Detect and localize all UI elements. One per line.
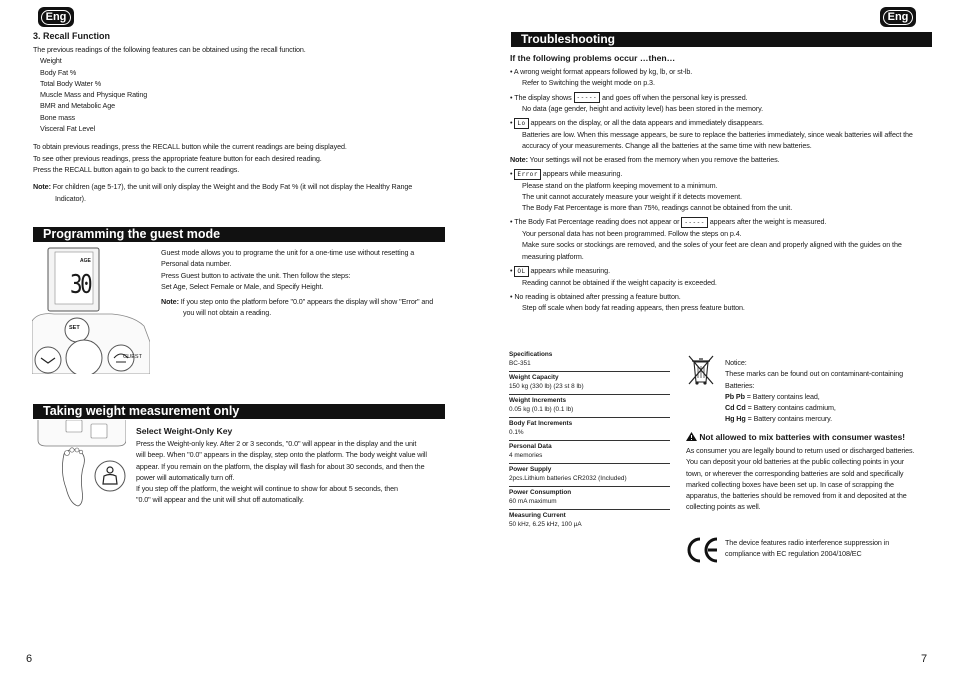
trouble-item: and goes off when the personal key is pressed. bbox=[602, 92, 748, 102]
note-text: If you step onto the platform before "0.0" appears the display will show "Error" and bbox=[180, 297, 434, 307]
trouble-item: No reading is obtained after pressing a feature button. bbox=[514, 291, 681, 301]
display-error-icon: Error bbox=[514, 169, 541, 180]
ce-mark-icon bbox=[686, 536, 720, 564]
battery-symbol: Hg Hg bbox=[725, 414, 746, 424]
notice-block bbox=[725, 357, 935, 425]
battery-disposal-text: As consumer you are legally bound to return used or discharged batteries. bbox=[686, 446, 915, 455]
weight-only-paragraph: power will automatically turn off. bbox=[136, 472, 235, 482]
battery-disposal-text: You can deposit your old batteries at the public collecting points in your bbox=[686, 457, 905, 467]
recall-section bbox=[33, 31, 453, 204]
list-item: Muscle Mass and Physique Rating bbox=[40, 90, 148, 100]
battery-disposal-text: apparatus, the batteries should be removed from it and deposited at the bbox=[686, 491, 907, 501]
troubleshooting-body: If the following problems occur …then… • A wrong weight format appears followed by kg, lb, or st-lb. Refer to Switching the weight mode on p.3. • The display shows ----- and goes off when the personal key is pressed. No data (age gender, height and activity level) has been stored in the memory. • Lo appears on the display, or all the data appears and immediately disappears. Batteries are low. When this message appears, be sure to replace the batteries immediately, since weak batteries will affect the accuracy of your measurements. Change all the batteries at the same time with new batteries. Note: Your settings will not be erased from the memory when you remove the batteries. • Error appears while measuring. Please stand on the platform keeping movement to a minimum. The unit cannot accurately measure your weight if it detects movement. The Body Fat Percentage is more than 75%, readings cannot be obtained from the unit. • The Body Fat Percentage reading does not appear or ----- appears after the weight is measured. Your personal data has not been programmed. Follow the steps on p.4. Make sure socks or stockings are removed, and the soles of your feet are clean and properly aligned with the guides on the measuring platform. • OL appears while measuring. Reading cannot be obtained if the weight capacity is exceeded. • No reading is obtained after pressing a feature button. Step off scale when body fat reading appears, then press feature button. bbox=[510, 53, 930, 313]
spec-value: BC-351 bbox=[509, 360, 531, 367]
note-label: Note: bbox=[510, 154, 528, 164]
trouble-item: appears on the display, or all the data appears and immediately disappears. bbox=[530, 118, 764, 128]
display-age-label: AGE bbox=[80, 258, 91, 264]
list-item: BMR and Metabolic Age bbox=[40, 101, 116, 111]
notice-title: Notice: bbox=[725, 358, 747, 367]
trouble-remedy: Reading cannot be obtained if the weight capacity is exceeded. bbox=[522, 277, 717, 287]
notice-text: = Battery contains mercury. bbox=[747, 414, 833, 424]
list-item: Weight bbox=[40, 56, 62, 66]
spec-value: 0.05 kg (0.1 lb) (0.1 lb) bbox=[509, 406, 574, 413]
display-ol-icon: OL bbox=[514, 266, 528, 277]
list-item: Body Fat % bbox=[40, 67, 77, 77]
note-text: you will not obtain a reading. bbox=[183, 308, 272, 318]
recall-instruction: To obtain previous readings, press the RECALL button while the current readings are being displayed. bbox=[33, 142, 347, 152]
display-dashes-icon: ----- bbox=[574, 92, 601, 103]
notice-text: = Battery contains lead, bbox=[746, 391, 820, 401]
weight-only-paragraph: Press the Weight-only key. After 2 or 3 seconds, "0.0" will appear in the display and the unit bbox=[136, 439, 417, 448]
spec-value: 60 mA maximum bbox=[509, 498, 557, 505]
trouble-remedy: Refer to Switching the weight mode on p.3. bbox=[522, 78, 655, 88]
weight-only-paragraph: appear. If you remain on the platform, the display will flash for about 30 seconds, and then the bbox=[136, 461, 425, 471]
trouble-remedy: accuracy of your measurements. Change all the batteries at the same time with new batteries. bbox=[522, 141, 812, 151]
spec-label: Weight Capacity bbox=[509, 374, 559, 381]
trouble-item: appears while measuring. bbox=[542, 168, 623, 178]
battery-disposal-block bbox=[686, 432, 931, 513]
battery-disposal-heading: Not allowed to mix batteries with consumer wastes! bbox=[699, 432, 906, 442]
note-text: Your settings will not be erased from the memory when you remove the batteries. bbox=[529, 154, 780, 164]
weight-only-text bbox=[136, 426, 436, 506]
spec-row bbox=[509, 350, 670, 368]
display-lo-icon: Lo bbox=[514, 118, 528, 129]
recall-heading: 3. Recall Function bbox=[33, 31, 111, 41]
trouble-remedy: measuring platform. bbox=[522, 251, 584, 261]
trouble-remedy: The unit cannot accurately measure your weight if it detects movement. bbox=[522, 191, 742, 201]
recall-instruction: To see other previous readings, press the appropriate feature button for each desired reading. bbox=[33, 153, 322, 163]
trouble-remedy: Make sure socks or stockings are removed, and the soles of your feet are clean and properly aligned with the guides on the bbox=[522, 240, 902, 250]
section-title-weight-only: Taking weight measurement only bbox=[33, 404, 445, 419]
trouble-remedy: Step off scale when body fat reading appears, then press feature button. bbox=[522, 303, 745, 313]
spec-label: Weight Increments bbox=[509, 397, 567, 404]
trouble-remedy: Please stand on the platform keeping movement to a minimum. bbox=[522, 180, 718, 190]
ce-statement: compliance with EC regulation 2004/108/EC bbox=[725, 549, 862, 559]
spec-label: Body Fat Increments bbox=[509, 420, 573, 427]
list-item: Bone mass bbox=[40, 112, 76, 122]
guest-paragraph: Set Age, Select Female or Male, and Specify Height. bbox=[161, 281, 324, 291]
spec-row bbox=[509, 396, 670, 414]
spec-label: Personal Data bbox=[509, 443, 552, 450]
notice-text: = Battery contains cadmium, bbox=[747, 403, 836, 413]
spec-row bbox=[509, 465, 670, 483]
battery-symbol: Pb Pb bbox=[725, 391, 745, 401]
trouble-item: A wrong weight format appears followed by kg, lb, or st-lb. bbox=[513, 67, 693, 76]
note-text: For children (age 5-17), the unit will only display the Weight and the Body Fat % (it will not display the Healthy Range bbox=[52, 182, 413, 192]
battery-disposal-text: marked collecting boxes have been set up. In case of scrapping the bbox=[686, 479, 894, 489]
page-number-left: 6 bbox=[26, 653, 33, 665]
battery-symbol: Cd Cd bbox=[725, 403, 746, 413]
spec-label: Measuring Current bbox=[509, 512, 566, 519]
trouble-remedy: The Body Fat Percentage is more than 75%, readings cannot be obtained from the unit. bbox=[522, 203, 793, 213]
notice-text: Batteries: bbox=[725, 380, 755, 390]
trouble-item: The display shows bbox=[514, 92, 572, 102]
note-label: Note: bbox=[161, 297, 179, 307]
specifications-table bbox=[509, 350, 670, 529]
spec-row bbox=[509, 488, 670, 506]
guest-button-label: GUEST bbox=[123, 354, 142, 360]
language-badge-right: Eng bbox=[880, 7, 916, 27]
weight-only-illustration bbox=[36, 420, 126, 508]
spec-value: 150 kg (330 lb) (23 st 8 lb) bbox=[509, 383, 584, 390]
guest-illustration bbox=[32, 246, 150, 374]
notice-text: These marks can be found out on contaminant-containing bbox=[725, 369, 903, 379]
recall-note bbox=[33, 181, 453, 204]
weight-only-paragraph: will beep. When "0.0" appears in the display, step onto the platform. The body weight value will bbox=[136, 450, 427, 460]
spec-value: 4 memories bbox=[509, 452, 543, 459]
guest-paragraph: Personal data number. bbox=[161, 259, 232, 269]
list-item: Visceral Fat Level bbox=[40, 124, 96, 134]
trouble-remedy: No data (age gender, height and activity level) has been stored in the memory. bbox=[522, 104, 763, 114]
note-text: Indicator). bbox=[55, 193, 86, 203]
recall-instruction: Press the RECALL button again to go back to the current readings. bbox=[33, 164, 240, 174]
section-title-troubleshooting: Troubleshooting bbox=[511, 32, 932, 47]
spec-value: 2pcs.Lithium batteries CR2032 (Included) bbox=[509, 475, 627, 482]
guest-paragraph: Press Guest button to activate the unit. Then follow the steps: bbox=[161, 270, 351, 280]
spec-row bbox=[509, 511, 670, 529]
guest-paragraph: Guest mode allows you to programe the unit for a one-time use without resetting a bbox=[161, 248, 415, 257]
ce-statement: The device features radio interference suppression in bbox=[725, 538, 890, 547]
section-title-guest-mode: Programming the guest mode bbox=[33, 227, 445, 242]
set-button-label: SET bbox=[69, 325, 80, 331]
crossed-bin-icon bbox=[687, 354, 715, 386]
spec-row bbox=[509, 442, 670, 460]
weight-only-paragraph: "0.0" will appear and the unit will shut off automatically. bbox=[136, 495, 304, 505]
note-label: Note: bbox=[33, 182, 51, 192]
warning-icon bbox=[686, 432, 697, 443]
display-value: 30 bbox=[70, 270, 91, 300]
trouble-remedy: Your personal data has not been programmed. Follow the steps on p.4. bbox=[522, 229, 742, 239]
weight-only-paragraph: If you step off the platform, the weight will continue to show for about 5 seconds, then bbox=[136, 484, 398, 494]
trouble-item: appears after the weight is measured. bbox=[709, 217, 827, 227]
display-dashes-icon: ----- bbox=[681, 217, 708, 228]
troubleshooting-subheading: If the following problems occur …then… bbox=[510, 53, 676, 63]
trouble-remedy: Batteries are low. When this message appears, be sure to replace the batteries immediately, since weak batteries will affect the bbox=[522, 130, 913, 140]
weight-only-subheading: Select Weight-Only Key bbox=[136, 426, 233, 436]
trouble-item: The Body Fat Percentage reading does not appear or bbox=[514, 217, 680, 227]
ce-text bbox=[725, 537, 925, 560]
spec-row bbox=[509, 373, 670, 391]
foot-on-scale-illustration bbox=[36, 420, 126, 508]
recall-intro: The previous readings of the following features can be obtained using the recall function. bbox=[33, 45, 306, 54]
guest-text bbox=[161, 247, 451, 319]
battery-disposal-text: collecting points as well. bbox=[686, 502, 761, 512]
battery-disposal-text: town, or wherever the corresponding batteries are sold and specifically bbox=[686, 468, 904, 478]
list-item: Total Body Water % bbox=[40, 78, 102, 88]
recall-feature-list bbox=[33, 55, 453, 134]
spec-label: Power Consumption bbox=[509, 489, 572, 496]
spec-label: Specifications bbox=[509, 351, 553, 358]
page-number-right: 7 bbox=[921, 653, 928, 665]
spec-label: Power Supply bbox=[509, 466, 552, 473]
spec-value: 50 kHz, 6.25 kHz, 100 µA bbox=[509, 521, 582, 528]
language-badge-left: Eng bbox=[38, 7, 74, 27]
spec-value: 0.1% bbox=[509, 429, 524, 436]
spec-row bbox=[509, 419, 670, 437]
trouble-item: appears while measuring. bbox=[530, 265, 610, 275]
